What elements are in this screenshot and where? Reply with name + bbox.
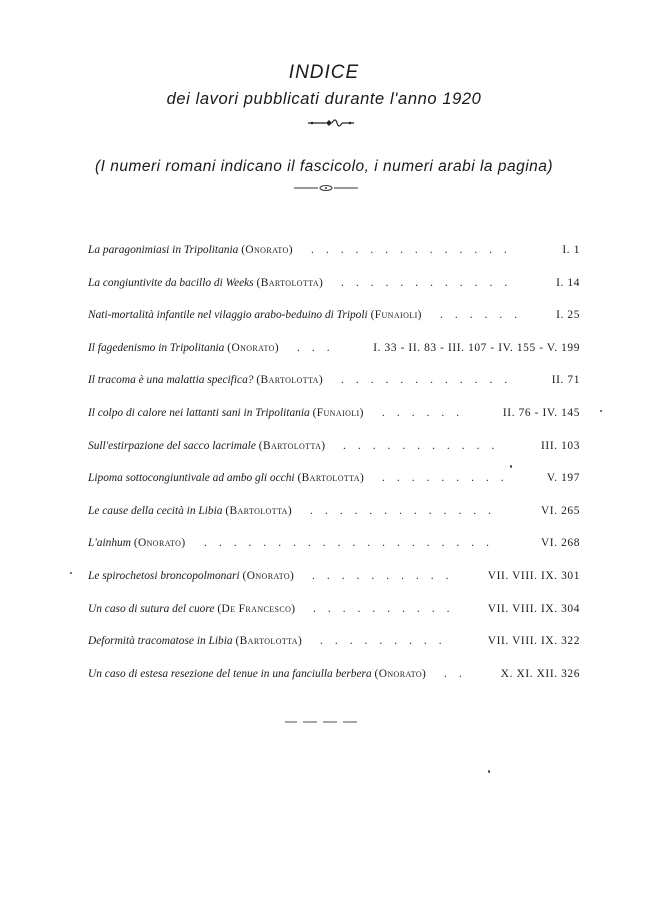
entry-reference: V. 197 [546,472,580,485]
ornament-rule-icon [292,183,360,193]
entry-title: Un caso di estesa resezione del tenue in una fanciulla berbera [88,667,372,680]
index-entry [88,407,584,440]
entry-author: (Funaioli) [370,309,422,322]
entry-text [88,342,279,354]
scan-speck [70,572,72,574]
index-entry [88,537,584,570]
scan-speck [600,410,602,412]
entry-author: (Onorato) [374,667,427,680]
entry-author: (Onorato) [242,569,295,582]
entry-text [88,603,295,615]
entry-reference: I. 1 [562,244,580,256]
scan-speck [510,465,512,468]
index-entry [88,374,584,407]
dot-leader: .......... [313,602,462,615]
entry-text [88,570,294,582]
index-entry [88,309,584,342]
entry-reference: X. XI. XII. 326 [500,667,580,680]
dot-leader: ...... [382,406,472,419]
entry-text [88,635,302,647]
entry-author: (Funaioli) [312,406,364,419]
dot-leader: ............. [310,504,504,517]
dot-leader: ...... [440,309,530,322]
entry-title: Il colpo di calore nei lattanti sani in Tripolitania [88,406,310,419]
entry-author: (De Francesco) [217,602,296,615]
entry-author: (Bartolotta) [256,276,324,289]
dot-leader: ........... [343,439,507,452]
ornament-dash-icon [283,718,361,726]
entry-text [88,505,292,517]
index-entry [88,342,584,375]
entry-text [88,472,364,484]
page-title: INDICE [288,62,360,83]
entry-reference: VII. VIII. IX. 301 [487,569,580,582]
dot-leader: ............ [341,276,520,289]
index-entry [88,668,584,701]
index-list [88,244,584,700]
entry-author: (Onorato) [227,341,279,354]
entry-author: (Bartolotta) [225,504,293,517]
entry-title: Le spirochetosi broncopolmonari [88,569,240,582]
entry-title: Un caso di sutura del cuore [88,602,215,615]
legend-note: (I numeri romani indicano il fascicolo, i numeri arabi la pagina) [94,158,554,175]
entry-author: (Bartolotta) [258,439,326,452]
dot-leader: ......... [382,472,516,485]
entry-text [88,537,186,549]
dot-leader: ......... [320,635,454,648]
entry-text [88,277,323,289]
entry-reference: II. 76 - IV. 145 [502,406,580,419]
entry-reference: VII. VIII. IX. 304 [487,602,580,615]
index-entry [88,505,584,538]
entry-reference: II. 71 [551,374,580,387]
page-subtitle: dei lavori pubblicati durante l'anno 1920 [166,90,482,108]
entry-text [88,309,422,321]
entry-author: (Bartolotta) [297,472,365,485]
entry-reference: I. 25 [556,309,580,322]
entry-text [88,407,364,419]
entry-title: Le cause della cecità in Libia [88,504,223,517]
index-entry [88,277,584,310]
entry-author: (Onorato) [241,244,293,256]
entry-author: (Bartolotta) [256,374,324,387]
index-entry [88,244,584,277]
entry-text [88,668,426,680]
index-entry [88,472,584,505]
entry-author: (Onorato) [133,537,186,550]
dot-leader: ............ [341,374,520,387]
entry-title: La paragonimiasi in Tripolitania [88,244,239,256]
scan-speck [488,770,490,773]
entry-title: L'ainhum [88,537,131,550]
index-entry [88,603,584,636]
dot-leader: .......... [312,569,461,582]
entry-title: Il fagedenismo in Tripolitania [88,341,225,354]
dot-leader: .. [444,667,474,680]
index-entry [88,570,584,603]
ornament-flourish-icon [306,117,356,129]
entry-title: Sull'estirpazione del sacco lacrimale [88,439,256,452]
entry-title: Nati-mortalità infantile nel vilaggio arabo-beduino di Tripoli [88,309,368,322]
dot-leader: ... [297,341,342,354]
entry-title: La congiuntivite da bacillo di Weeks [88,276,254,289]
entry-title: Lipoma sottocongiuntivale ad ambo gli occhi [88,472,295,485]
index-entry [88,635,584,668]
entry-reference: I. 33 - II. 83 - III. 107 - IV. 155 - V. 199 [373,341,580,354]
entry-author: (Bartolotta) [235,635,303,648]
entry-reference: VI. 265 [540,504,580,517]
entry-text [88,374,323,386]
entry-reference: VII. VIII. IX. 322 [487,635,580,648]
entry-reference: I. 14 [556,276,580,289]
entry-reference: III. 103 [541,439,580,452]
entry-text [88,244,293,256]
dot-leader: .............. [311,244,519,256]
entry-title: Il tracoma è una malattia specifica? [88,374,254,387]
entry-reference: VI. 268 [540,537,580,550]
entry-title: Deformità tracomatose in Libia [88,635,233,648]
entry-text [88,440,325,452]
dot-leader: .................... [204,537,501,550]
